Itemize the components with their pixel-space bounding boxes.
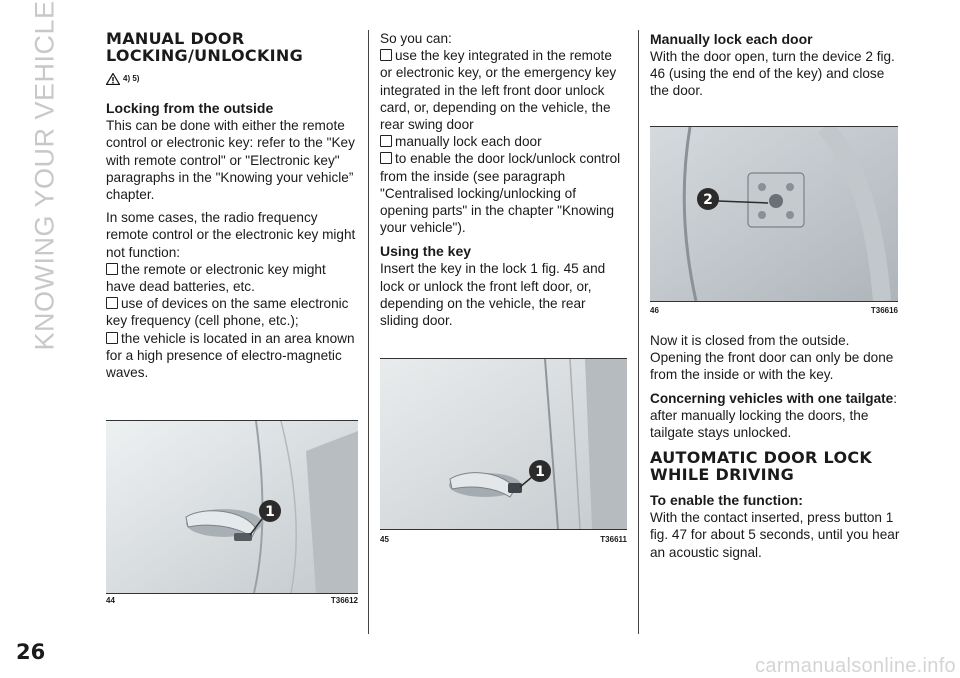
checkbox-bullet-icon	[106, 263, 118, 275]
subheading-using-key: Using the key	[380, 243, 472, 260]
door-handle-photo-image	[106, 421, 358, 593]
column-divider-2	[638, 30, 639, 634]
callout-2: 2	[703, 192, 713, 208]
side-section-label: KNOWING YOUR VEHICLE	[29, 0, 60, 351]
figure-number: 46	[650, 306, 659, 315]
callout-1: 1	[265, 504, 275, 520]
checkbox-bullet-icon	[106, 297, 118, 309]
column-2	[380, 30, 625, 335]
paragraph: So you can:	[380, 31, 452, 46]
figure-code: T36616	[870, 306, 898, 315]
watermark: carmanualsonline.info	[755, 655, 956, 677]
warning-ref-text: 4) 5)	[123, 74, 140, 83]
checkbox-bullet-icon	[380, 49, 392, 61]
page-number: 26	[16, 640, 46, 664]
side-section-tab	[20, 0, 70, 351]
figure-code: T36612	[330, 596, 358, 605]
checkbox-bullet-icon	[380, 152, 392, 164]
paragraph: With the door open, turn the device 2 fig. 46 (using the end of the key) and close the door.	[650, 49, 895, 99]
column-1	[106, 30, 356, 381]
bullet-item: the vehicle is located in an area known for a high presence of electro-magnetic waves.	[106, 330, 355, 381]
paragraph: Insert the key in the lock 1 fig. 45 and lock or unlock the front left door, or, depending on the vehicle, the rear sliding door.	[380, 261, 606, 329]
warning-reference	[106, 70, 356, 87]
key-in-lock-photo-image	[380, 359, 627, 529]
bold-lead: Concerning vehicles with one tailgate	[650, 390, 894, 406]
figure-45	[380, 358, 627, 548]
bullet-item: to enable the door lock/unlock control from the inside (see paragraph "Centralised locking/unlocking of opening parts" in the chapter "Knowing your vehicle").	[380, 151, 621, 236]
column-3-lower	[650, 332, 900, 567]
figure-44	[106, 420, 358, 610]
paragraph: This can be done with either the remote control or electronic key: refer to the "Key with remote control" or "Electronic key" paragraphs in the "Knowing your vehicle” chapter.	[106, 118, 355, 203]
figure-number: 44	[106, 596, 115, 605]
bullet-item: use the key integrated in the remote or electronic key, or the emergency key integrated in the left front door unlock card, or, depending on the vehicle, the rear swing door	[380, 48, 617, 133]
section-title-automatic-lock: AUTOMATIC DOOR LOCK WHILE DRIVING	[650, 448, 873, 485]
subheading-enable-function: To enable the function:	[650, 492, 803, 509]
bullet-item: use of devices on the same electronic key frequency (cell phone, etc.);	[106, 296, 349, 329]
figure-number: 45	[380, 535, 389, 544]
paragraph: With the contact inserted, press button 1 fig. 47 for about 5 seconds, until you hear an acoustic signal.	[650, 510, 900, 560]
checkbox-bullet-icon	[380, 135, 392, 147]
figure-code: T36611	[600, 535, 627, 544]
bullet-item: the remote or electronic key might have dead batteries, etc.	[106, 261, 326, 295]
figure-46	[650, 126, 898, 320]
section-title-manual-locking: MANUAL DOOR LOCKING/UNLOCKING	[106, 29, 304, 65]
paragraph: In some cases, the radio frequency remote control or the electronic key might not function:	[106, 210, 356, 260]
column-3	[650, 30, 900, 106]
paragraph: Now it is closed from the outside. Opening the front door can only be done from the inside or with the key.	[650, 333, 894, 383]
door-lock-device-photo-image	[650, 127, 898, 301]
callout-1: 1	[535, 464, 545, 480]
bullet-item: manually lock each door	[380, 133, 625, 150]
paragraph: Concerning vehicles with one tailgate: after manually locking the doors, the tailgate stays unlocked.	[650, 390, 898, 441]
warning-triangle-icon	[106, 73, 120, 85]
subheading-locking-outside: Locking from the outside	[106, 100, 274, 117]
subheading-manual-lock-each-door: Manually lock each door	[650, 31, 813, 47]
checkbox-bullet-icon	[106, 332, 118, 344]
column-divider-1	[368, 30, 369, 634]
